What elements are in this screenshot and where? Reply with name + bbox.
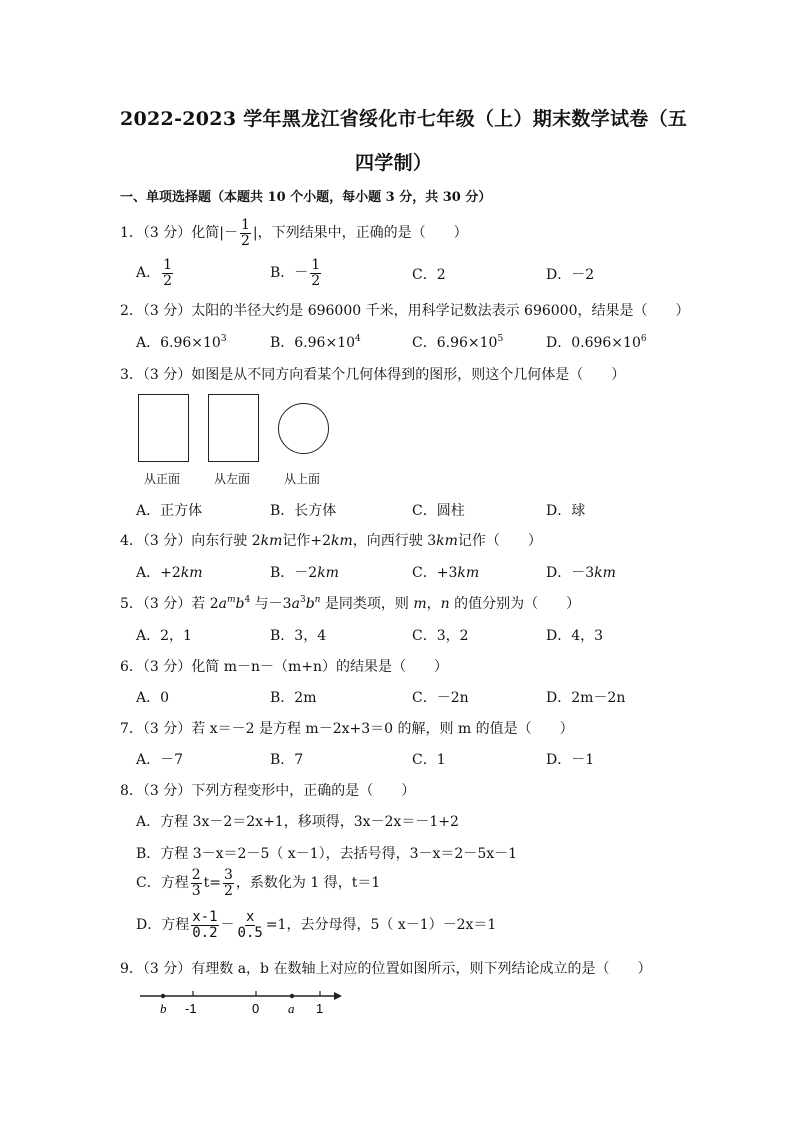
- q1-fraction: $\frac{1}{2}$: [240, 217, 250, 249]
- point-b: [161, 994, 165, 998]
- label-a: a: [288, 1001, 295, 1016]
- q4-option-d: D．－3km: [546, 565, 616, 581]
- q8-option-c: C．方程 $\frac{2}{3}$ t= $\frac{3}{2}$ ，系数化为 1 得，t＝1: [136, 867, 381, 899]
- number-line-arrow-icon: [334, 992, 342, 1000]
- top-view-label: 从上面: [284, 472, 321, 486]
- page-title-line2: 四学制）: [355, 152, 433, 174]
- q8-option-a: A．方程 3x－2＝2x+1，移项得，3x－2x＝－1+2: [136, 814, 459, 830]
- q1-option-b: B．－ $\frac{1}{2}$: [270, 257, 321, 289]
- q8-option-d: D．方程 $\frac{x-1}{0.2}$ － $\frac{x}{0.5}$ =1，去分母得，5（ x－1）－2x＝1: [136, 909, 497, 941]
- q5-option-d: D．4，3: [546, 628, 604, 644]
- q5-option-a: A．2，1: [136, 628, 192, 644]
- section-heading: 一、单项选择题（本题共 10 个小题，每小题 3 分，共 30 分）: [120, 190, 492, 205]
- q2-option-a: A．$6.96\times 10^3$: [136, 334, 227, 351]
- q2-option-b: B．$6.96\times 10^4$: [270, 334, 361, 351]
- q1-option-c: C．2: [412, 267, 446, 283]
- label-zero: 0: [252, 1001, 260, 1016]
- q4-option-b: B．－2km: [270, 565, 339, 581]
- q2-option-c: C．$6.96\times 10^5$: [412, 334, 504, 351]
- number-line: [136, 986, 346, 1022]
- q1-suffix: |，下列结果中，正确的是（ ）: [252, 225, 468, 242]
- q3-option-b: B．长方体: [270, 503, 337, 519]
- question-7: 7．（3 分）若 x＝－2 是方程 m－2x+3＝0 的解，则 m 的值是（ ）: [120, 721, 574, 737]
- q4-option-a: A．+2km: [136, 565, 203, 581]
- front-view-rect: [138, 394, 189, 462]
- q7-option-a: A．－7: [136, 752, 184, 768]
- q6-option-b: B．2m: [270, 690, 317, 706]
- question-2: 2．（3 分）太阳的半径大约是 696000 千米，用科学记数法表示 696000，结果是（ ）: [120, 303, 690, 319]
- page-title-line1: 2022-2023 学年黑龙江省绥化市七年级（上）期末数学试卷（五: [120, 108, 688, 130]
- question-5: 5．（3 分）若 $2a^mb^4$ 与$-3a^3b^n$ 是同类项，则 m，n 的值分别为（ ）: [120, 595, 581, 612]
- q7-option-c: C．1: [412, 752, 446, 768]
- front-view-label: 从正面: [144, 472, 181, 486]
- q1-prefix: 1．（3 分）化简|－: [120, 225, 238, 242]
- q1-option-a: A． $\frac{1}{2}$: [136, 257, 173, 289]
- top-view-circle: [278, 403, 329, 454]
- left-view-rect: [208, 394, 259, 462]
- question-3: 3．（3 分）如图是从不同方向看某个几何体得到的图形，则这个几何体是（ ）: [120, 367, 626, 383]
- q6-option-c: C．－2n: [412, 690, 469, 706]
- q7-option-b: B．7: [270, 752, 304, 768]
- q3-option-d: D．球: [546, 503, 586, 519]
- question-6: 6．（3 分）化简 m－n－（m+n）的结果是（ ）: [120, 659, 449, 675]
- left-view-label: 从左面: [214, 472, 251, 486]
- question-4: 4．（3 分）向东行驶 2km记作+2km，向西行驶 3km记作（ ）: [120, 533, 542, 549]
- label-minus-one: -1: [185, 1001, 197, 1016]
- point-a: [290, 994, 294, 998]
- q6-option-d: D．2m－2n: [546, 690, 626, 706]
- q3-option-a: A．正方体: [136, 503, 203, 519]
- question-8: 8．（3 分）下列方程变形中，正确的是（ ）: [120, 783, 416, 799]
- q1-option-d: D．－2: [546, 267, 595, 283]
- question-1: [120, 218, 468, 248]
- question-9: 9．（3 分）有理数 a，b 在数轴上对应的位置如图所示，则下列结论成立的是（ ）: [120, 961, 652, 977]
- q8-option-b: B．方程 3－x＝2－5（ x－1），去括号得，3－x＝2－5x－1: [136, 846, 518, 862]
- label-one: 1: [316, 1001, 324, 1016]
- q3-option-c: C．圆柱: [412, 503, 465, 519]
- q4-option-c: C．+3km: [412, 565, 480, 581]
- q6-option-a: A．0: [136, 690, 170, 706]
- q2-option-d: D．$0.696\times 10^6$: [546, 334, 647, 351]
- q7-option-d: D．－1: [546, 752, 595, 768]
- label-b: b: [160, 1001, 167, 1016]
- q5-option-b: B．3，4: [270, 628, 327, 644]
- q5-option-c: C．3，2: [412, 628, 469, 644]
